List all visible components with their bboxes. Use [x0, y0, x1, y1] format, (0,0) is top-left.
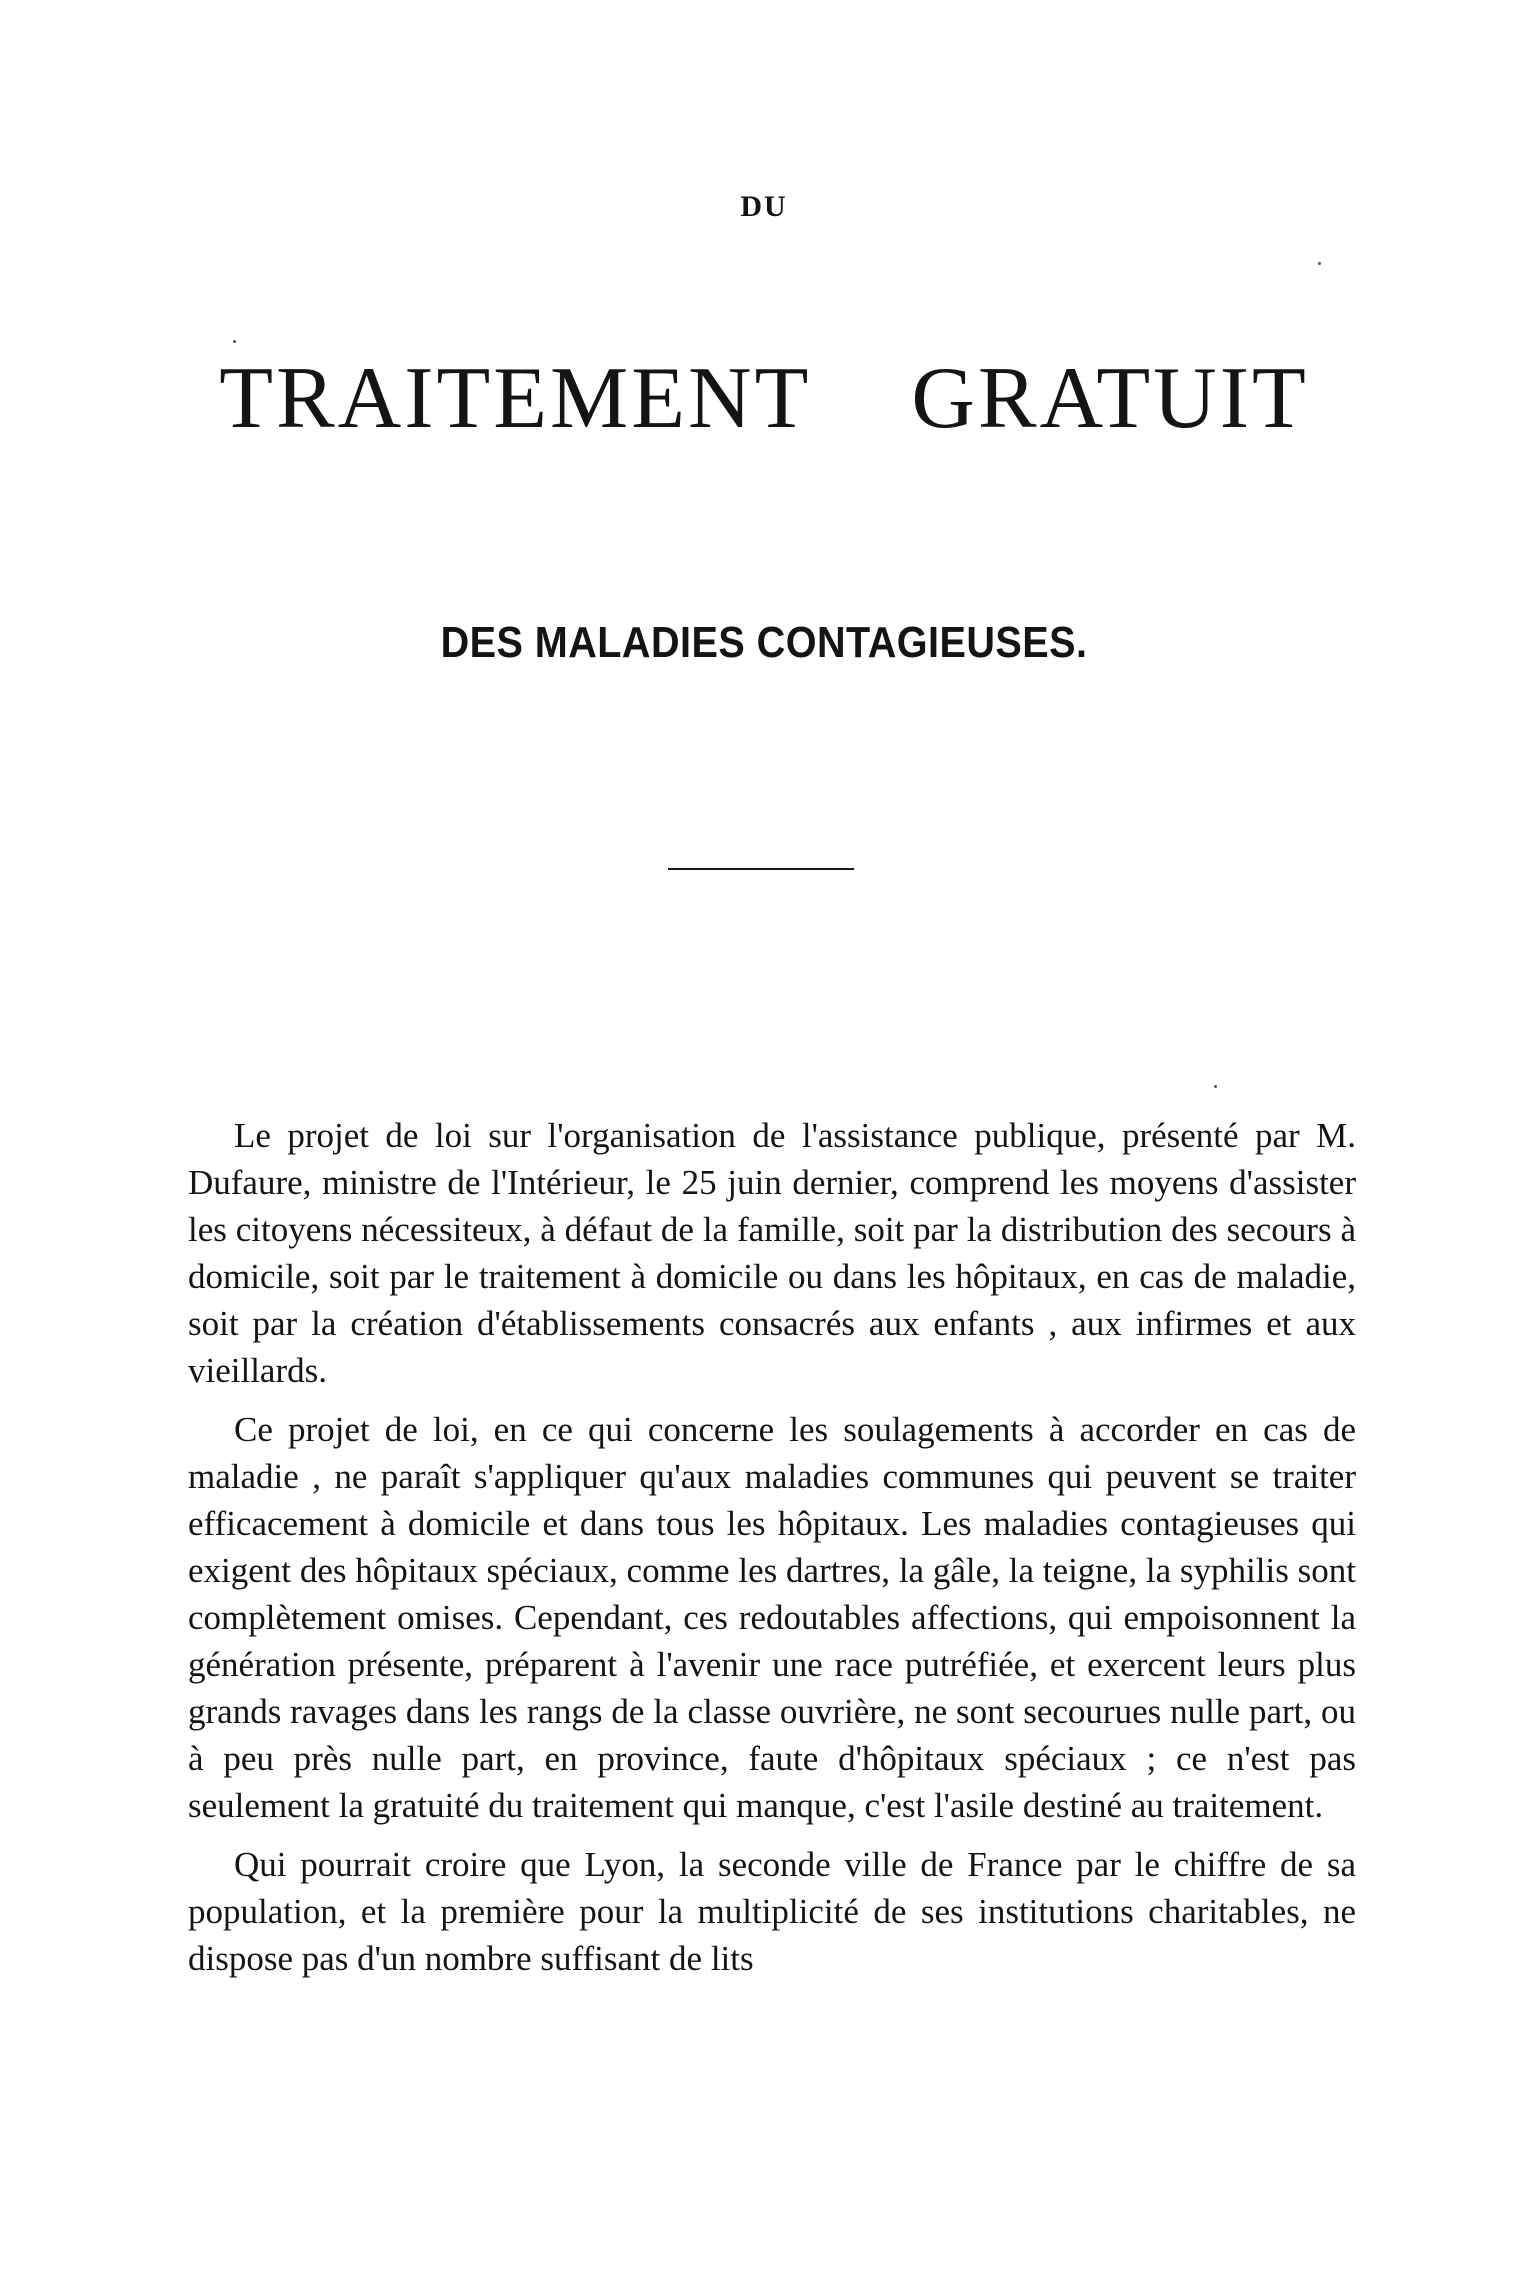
paper-speck: [233, 340, 236, 343]
paragraph-3: Qui pourrait croire que Lyon, la seconde ville de France par le chiffre de sa population, et la première pour la multiplicité de ses institutions charitables, ne dispose pas d'un nombre suffisant de lits: [188, 1845, 1356, 1978]
body-text: [188, 1112, 1356, 1994]
main-title-word-2: GRATUIT: [911, 350, 1309, 447]
paper-speck: [1318, 262, 1321, 265]
paragraph-1: Le projet de loi sur l'organisation de l'assistance publique, présenté par M. Dufaure, ministre de l'Intérieur, le 25 juin dernier, comprend les moyens d'assister les citoyens nécessiteux, à défaut de la famille, soit par la distribution des secours à domicile, soit par le traitement à domicile ou dans les hôpitaux, en cas de maladie, soit par la création d'établissements consacrés aux enfants , aux infirmes et aux vieillards.: [188, 1116, 1356, 1390]
title-divider-rule: [668, 868, 854, 870]
paper-speck: [1214, 1085, 1217, 1088]
main-title: [0, 350, 1528, 447]
pre-title: DU: [740, 190, 788, 223]
main-title-word-1: TRAITEMENT: [219, 350, 812, 447]
subtitle: DES MALADIES CONTAGIEUSES.: [440, 618, 1088, 667]
paragraph-2: Ce projet de loi, en ce qui concerne les soulagements à accorder en cas de maladie , ne paraît s'appliquer qu'aux maladies communes qui peuvent se traiter efficacement à domicile et dans tous les hôpitaux. Les maladies contagieuses qui exigent des hôpitaux spéciaux, comme les dartres, la gâle, la teigne, la syphilis sont complètement omises. Cependant, ces redoutables affections, qui empoisonnent la génération présente, préparent à l'avenir une race putréfiée, et exercent leurs plus grands ravages dans les rangs de la classe ouvrière, ne sont secourues nulle part, ou à peu près nulle part, en province, faute d'hôpitaux spéciaux ; ce n'est pas seulement la gratuité du traitement qui manque, c'est l'asile destiné au traitement.: [188, 1410, 1356, 1825]
